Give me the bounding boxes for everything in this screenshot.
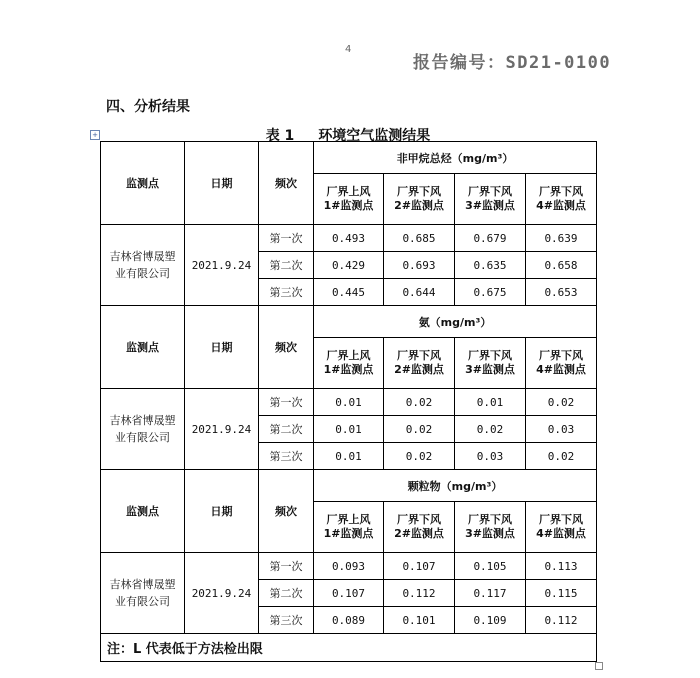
value-cell: 0.093 — [314, 553, 384, 580]
monitoring-point-id: 2#监测点 — [394, 199, 444, 212]
monitoring-point-header — [314, 338, 384, 389]
monitoring-point-header — [314, 502, 384, 553]
header-monitoring-point: 监测点 — [101, 142, 185, 225]
monitoring-point-header — [384, 338, 455, 389]
monitoring-point-name: 厂界下风 — [468, 185, 512, 198]
monitoring-point-name: 厂界下风 — [539, 349, 583, 362]
monitoring-point-name: 厂界下风 — [468, 349, 512, 362]
table-move-handle-icon[interactable]: + — [90, 130, 100, 140]
value-cell: 0.02 — [384, 389, 455, 416]
monitoring-point-header — [314, 174, 384, 225]
header-row — [101, 470, 597, 502]
sampling-date: 2021.9.24 — [185, 225, 259, 306]
monitoring-point-name: 厂界下风 — [397, 185, 441, 198]
value-cell: 0.02 — [526, 443, 597, 470]
frequency-cell: 第三次 — [259, 607, 314, 634]
frequency-cell: 第二次 — [259, 252, 314, 279]
frequency-cell: 第一次 — [259, 389, 314, 416]
monitoring-point-name: 厂界下风 — [468, 513, 512, 526]
monitoring-point-id: 2#监测点 — [394, 527, 444, 540]
value-cell: 0.101 — [384, 607, 455, 634]
monitoring-point-header — [526, 338, 597, 389]
sampling-date: 2021.9.24 — [185, 553, 259, 634]
header-frequency: 频次 — [259, 470, 314, 553]
header-date: 日期 — [185, 142, 259, 225]
value-cell: 0.01 — [314, 416, 384, 443]
monitoring-point-id: 4#监测点 — [536, 199, 586, 212]
header-date: 日期 — [185, 470, 259, 553]
value-cell: 0.03 — [455, 443, 526, 470]
value-cell: 0.693 — [384, 252, 455, 279]
value-cell: 0.109 — [455, 607, 526, 634]
value-cell: 0.03 — [526, 416, 597, 443]
value-cell: 0.653 — [526, 279, 597, 306]
monitoring-point-header — [384, 502, 455, 553]
value-cell: 0.107 — [314, 580, 384, 607]
value-cell: 0.115 — [526, 580, 597, 607]
monitoring-point-header — [455, 174, 526, 225]
company-name-line: 吉林省博晟塑 — [109, 250, 176, 263]
monitoring-point-id: 1#监测点 — [323, 527, 374, 540]
header-row — [101, 306, 597, 338]
monitoring-point-id: 3#监测点 — [465, 199, 515, 212]
monitoring-point-header — [384, 174, 455, 225]
table-row — [101, 553, 597, 580]
value-cell: 0.679 — [455, 225, 526, 252]
value-cell: 0.493 — [314, 225, 384, 252]
monitoring-point-id: 3#监测点 — [465, 363, 515, 376]
pollutant-header: 颗粒物（mg/m³） — [314, 470, 597, 502]
monitoring-point-name: 厂界下风 — [397, 513, 441, 526]
monitoring-results-table — [100, 141, 597, 662]
value-cell: 0.112 — [384, 580, 455, 607]
value-cell: 0.685 — [384, 225, 455, 252]
report-number: 报告编号：SD21-0100 — [413, 53, 612, 73]
frequency-cell: 第三次 — [259, 279, 314, 306]
value-cell: 0.658 — [526, 252, 597, 279]
value-cell: 0.089 — [314, 607, 384, 634]
table-caption-number: 表 1 — [265, 128, 295, 144]
company-name — [101, 389, 185, 470]
company-name — [101, 553, 185, 634]
value-cell: 0.113 — [526, 553, 597, 580]
value-cell: 0.105 — [455, 553, 526, 580]
pollutant-header: 氨（mg/m³） — [314, 306, 597, 338]
value-cell: 0.644 — [384, 279, 455, 306]
value-cell: 0.01 — [314, 443, 384, 470]
monitoring-point-id: 4#监测点 — [536, 363, 586, 376]
monitoring-point-header — [455, 502, 526, 553]
header-frequency: 频次 — [259, 142, 314, 225]
table-row — [101, 225, 597, 252]
frequency-cell: 第二次 — [259, 416, 314, 443]
value-cell: 0.107 — [384, 553, 455, 580]
table-caption-title: 环境空气监测结果 — [318, 128, 431, 144]
value-cell: 0.02 — [384, 416, 455, 443]
monitoring-point-header — [526, 502, 597, 553]
value-cell: 0.01 — [314, 389, 384, 416]
header-date: 日期 — [185, 306, 259, 389]
company-name-line: 吉林省博晟塑 — [109, 414, 176, 427]
frequency-cell: 第一次 — [259, 225, 314, 252]
value-cell: 0.429 — [314, 252, 384, 279]
header-monitoring-point: 监测点 — [101, 470, 185, 553]
frequency-cell: 第二次 — [259, 580, 314, 607]
header-frequency: 频次 — [259, 306, 314, 389]
value-cell: 0.02 — [384, 443, 455, 470]
monitoring-point-id: 2#监测点 — [394, 363, 444, 376]
monitoring-point-id: 3#监测点 — [465, 527, 515, 540]
monitoring-point-header — [526, 174, 597, 225]
monitoring-point-name: 厂界上风 — [326, 185, 371, 198]
note-row — [101, 634, 597, 662]
monitoring-point-id: 4#监测点 — [536, 527, 586, 540]
value-cell: 0.445 — [314, 279, 384, 306]
monitoring-point-id: 1#监测点 — [323, 199, 374, 212]
value-cell: 0.01 — [455, 389, 526, 416]
monitoring-point-name: 厂界上风 — [326, 513, 371, 526]
monitoring-point-header — [455, 338, 526, 389]
value-cell: 0.112 — [526, 607, 597, 634]
pollutant-header: 非甲烷总烃（mg/m³） — [314, 142, 597, 174]
frequency-cell: 第三次 — [259, 443, 314, 470]
monitoring-point-name: 厂界下风 — [539, 185, 583, 198]
company-name-line: 业有限公司 — [115, 595, 170, 608]
table-note: 注：L 代表低于方法检出限 — [101, 634, 597, 662]
value-cell: 0.02 — [526, 389, 597, 416]
header-monitoring-point: 监测点 — [101, 306, 185, 389]
company-name-line: 业有限公司 — [115, 267, 170, 280]
value-cell: 0.02 — [455, 416, 526, 443]
monitoring-point-name: 厂界上风 — [326, 349, 371, 362]
value-cell: 0.639 — [526, 225, 597, 252]
header-row — [101, 142, 597, 174]
company-name-line: 吉林省博晟塑 — [109, 578, 176, 591]
table-row — [101, 389, 597, 416]
value-cell: 0.635 — [455, 252, 526, 279]
company-name — [101, 225, 185, 306]
value-cell: 0.117 — [455, 580, 526, 607]
company-name-line: 业有限公司 — [115, 431, 170, 444]
page-number: 4 — [345, 44, 352, 55]
frequency-cell: 第一次 — [259, 553, 314, 580]
value-cell: 0.675 — [455, 279, 526, 306]
end-of-cell-marker — [595, 662, 603, 670]
monitoring-point-name: 厂界下风 — [397, 349, 441, 362]
monitoring-point-id: 1#监测点 — [323, 363, 374, 376]
section-title: 四、分析结果 — [106, 99, 190, 115]
sampling-date: 2021.9.24 — [185, 389, 259, 470]
monitoring-point-name: 厂界下风 — [539, 513, 583, 526]
